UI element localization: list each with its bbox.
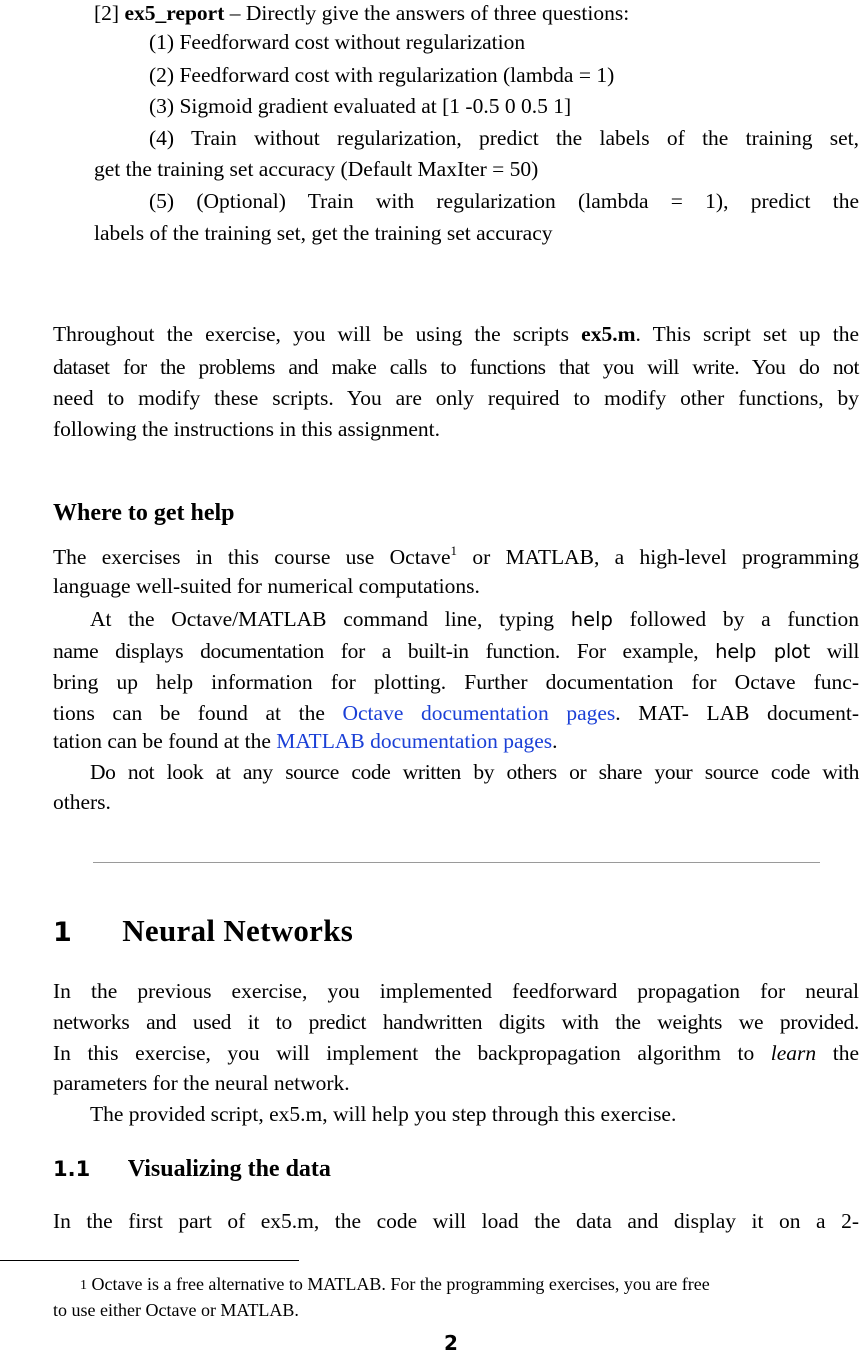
page-number: 2: [444, 1331, 458, 1355]
help-text: tation can be found at the: [53, 729, 277, 753]
section-1-1-p1-line-1: In the first part of ex5.m, the code will load the data and display it on a 2-: [53, 1209, 859, 1233]
intro-line-2: dataset for the problems and make calls to functions that you will write. You do not: [53, 355, 859, 379]
intro-line-1: [53, 321, 859, 347]
section-1-1-heading: [53, 1156, 331, 1182]
help-plot-command: help plot: [715, 640, 810, 663]
help-text: followed by a function: [612, 607, 859, 631]
help-text: will: [809, 639, 859, 663]
help-p1-line-1: [53, 544, 859, 570]
where-to-get-help-heading: Where to get help: [53, 500, 235, 526]
section-1-text: the: [816, 1041, 859, 1065]
emphasis-learn: learn: [770, 1041, 817, 1065]
octave-documentation-link[interactable]: Octave documentation pages: [342, 701, 616, 725]
footnote-line-2: to use either Octave or MATLAB.: [53, 1300, 299, 1320]
report-question-1: (1) Feedforward cost without regularization: [149, 30, 526, 54]
intro-text: Throughout the exercise, you will be using the scripts: [53, 322, 582, 346]
footnote-rule: [0, 1260, 299, 1261]
report-number: [2]: [94, 1, 120, 25]
help-p2-line-5: [53, 728, 558, 754]
section-1-title: Neural Networks: [122, 913, 354, 948]
report-item-header: [94, 0, 629, 26]
report-description: – Directly give the answers of three questions:: [224, 1, 630, 25]
section-divider: [93, 862, 820, 863]
help-p2-line-3: bring up help information for plotting. Further documentation for Octave func-: [53, 670, 859, 694]
report-question-2: (2) Feedforward cost with regularization (lambda = 1): [149, 63, 615, 87]
footnote-number: 1: [80, 1278, 87, 1293]
help-text: .: [552, 729, 558, 753]
help-p3-line-2: others.: [53, 790, 111, 814]
intro-line-3: need to modify these scripts. You are only required to modify other functions, by: [53, 386, 859, 410]
footnote-line-1: [80, 1273, 710, 1297]
section-1-number: 1: [53, 917, 73, 948]
help-command: help: [570, 608, 613, 631]
report-question-5-line2: labels of the training set, get the training set accuracy: [94, 221, 553, 245]
help-p2-line-4: [53, 700, 859, 726]
help-text: . MAT- LAB document-: [615, 701, 859, 725]
help-text: name displays documentation for a built-in function. For example,: [53, 639, 716, 663]
section-1-text: In this exercise, you will implement the backpropagation algorithm to: [53, 1041, 771, 1065]
report-question-3: (3) Sigmoid gradient evaluated at [1 -0.5 0 0.5 1]: [149, 94, 572, 118]
footnote-marker[interactable]: 1: [450, 542, 458, 558]
section-1-p2: The provided script, ex5.m, will help you step through this exercise.: [90, 1102, 677, 1126]
section-1-p1-line-1: In the previous exercise, you implemented feedforward propagation for neural: [53, 979, 859, 1003]
section-1-heading: [53, 913, 353, 951]
section-1-p1-line-3: [53, 1040, 859, 1066]
help-p3-line-1: Do not look at any source code written by others or share your source code with: [90, 760, 859, 784]
help-p1-line-2: language well-suited for numerical computations.: [53, 574, 480, 598]
help-p2-line-1: [90, 606, 859, 633]
section-1-p1-line-2: networks and used it to predict handwritten digits with the weights we provided.: [53, 1010, 859, 1034]
help-text: tions can be found at the: [53, 701, 343, 725]
report-question-4-line1: (4) Train without regularization, predict the labels of the training set,: [149, 126, 859, 150]
report-question-4-line2: get the training set accuracy (Default MaxIter = 50): [94, 157, 539, 181]
help-p2-line-2: [53, 638, 859, 665]
help-text: At the Octave/MATLAB command line, typing: [90, 607, 571, 631]
intro-text: . This script set up the: [635, 322, 859, 346]
section-1-1-title: Visualizing the data: [127, 1156, 331, 1182]
intro-line-4: following the instructions in this assignment.: [53, 417, 440, 441]
report-name: ex5_report: [124, 1, 225, 25]
help-text: The exercises in this course use Octave: [53, 545, 451, 569]
help-text: or MATLAB, a high-level programming: [457, 545, 860, 569]
footnote-text: Octave is a free alternative to MATLAB. For the programming exercises, you are free: [87, 1274, 710, 1294]
matlab-documentation-link[interactable]: MATLAB documentation pages: [276, 729, 553, 753]
section-1-p1-line-4: parameters for the neural network.: [53, 1071, 350, 1095]
script-name: ex5.m: [581, 322, 636, 346]
section-1-1-number: 1.1: [53, 1157, 91, 1181]
report-question-5-line1: (5) (Optional) Train with regularization (lambda = 1), predict the: [149, 189, 859, 213]
